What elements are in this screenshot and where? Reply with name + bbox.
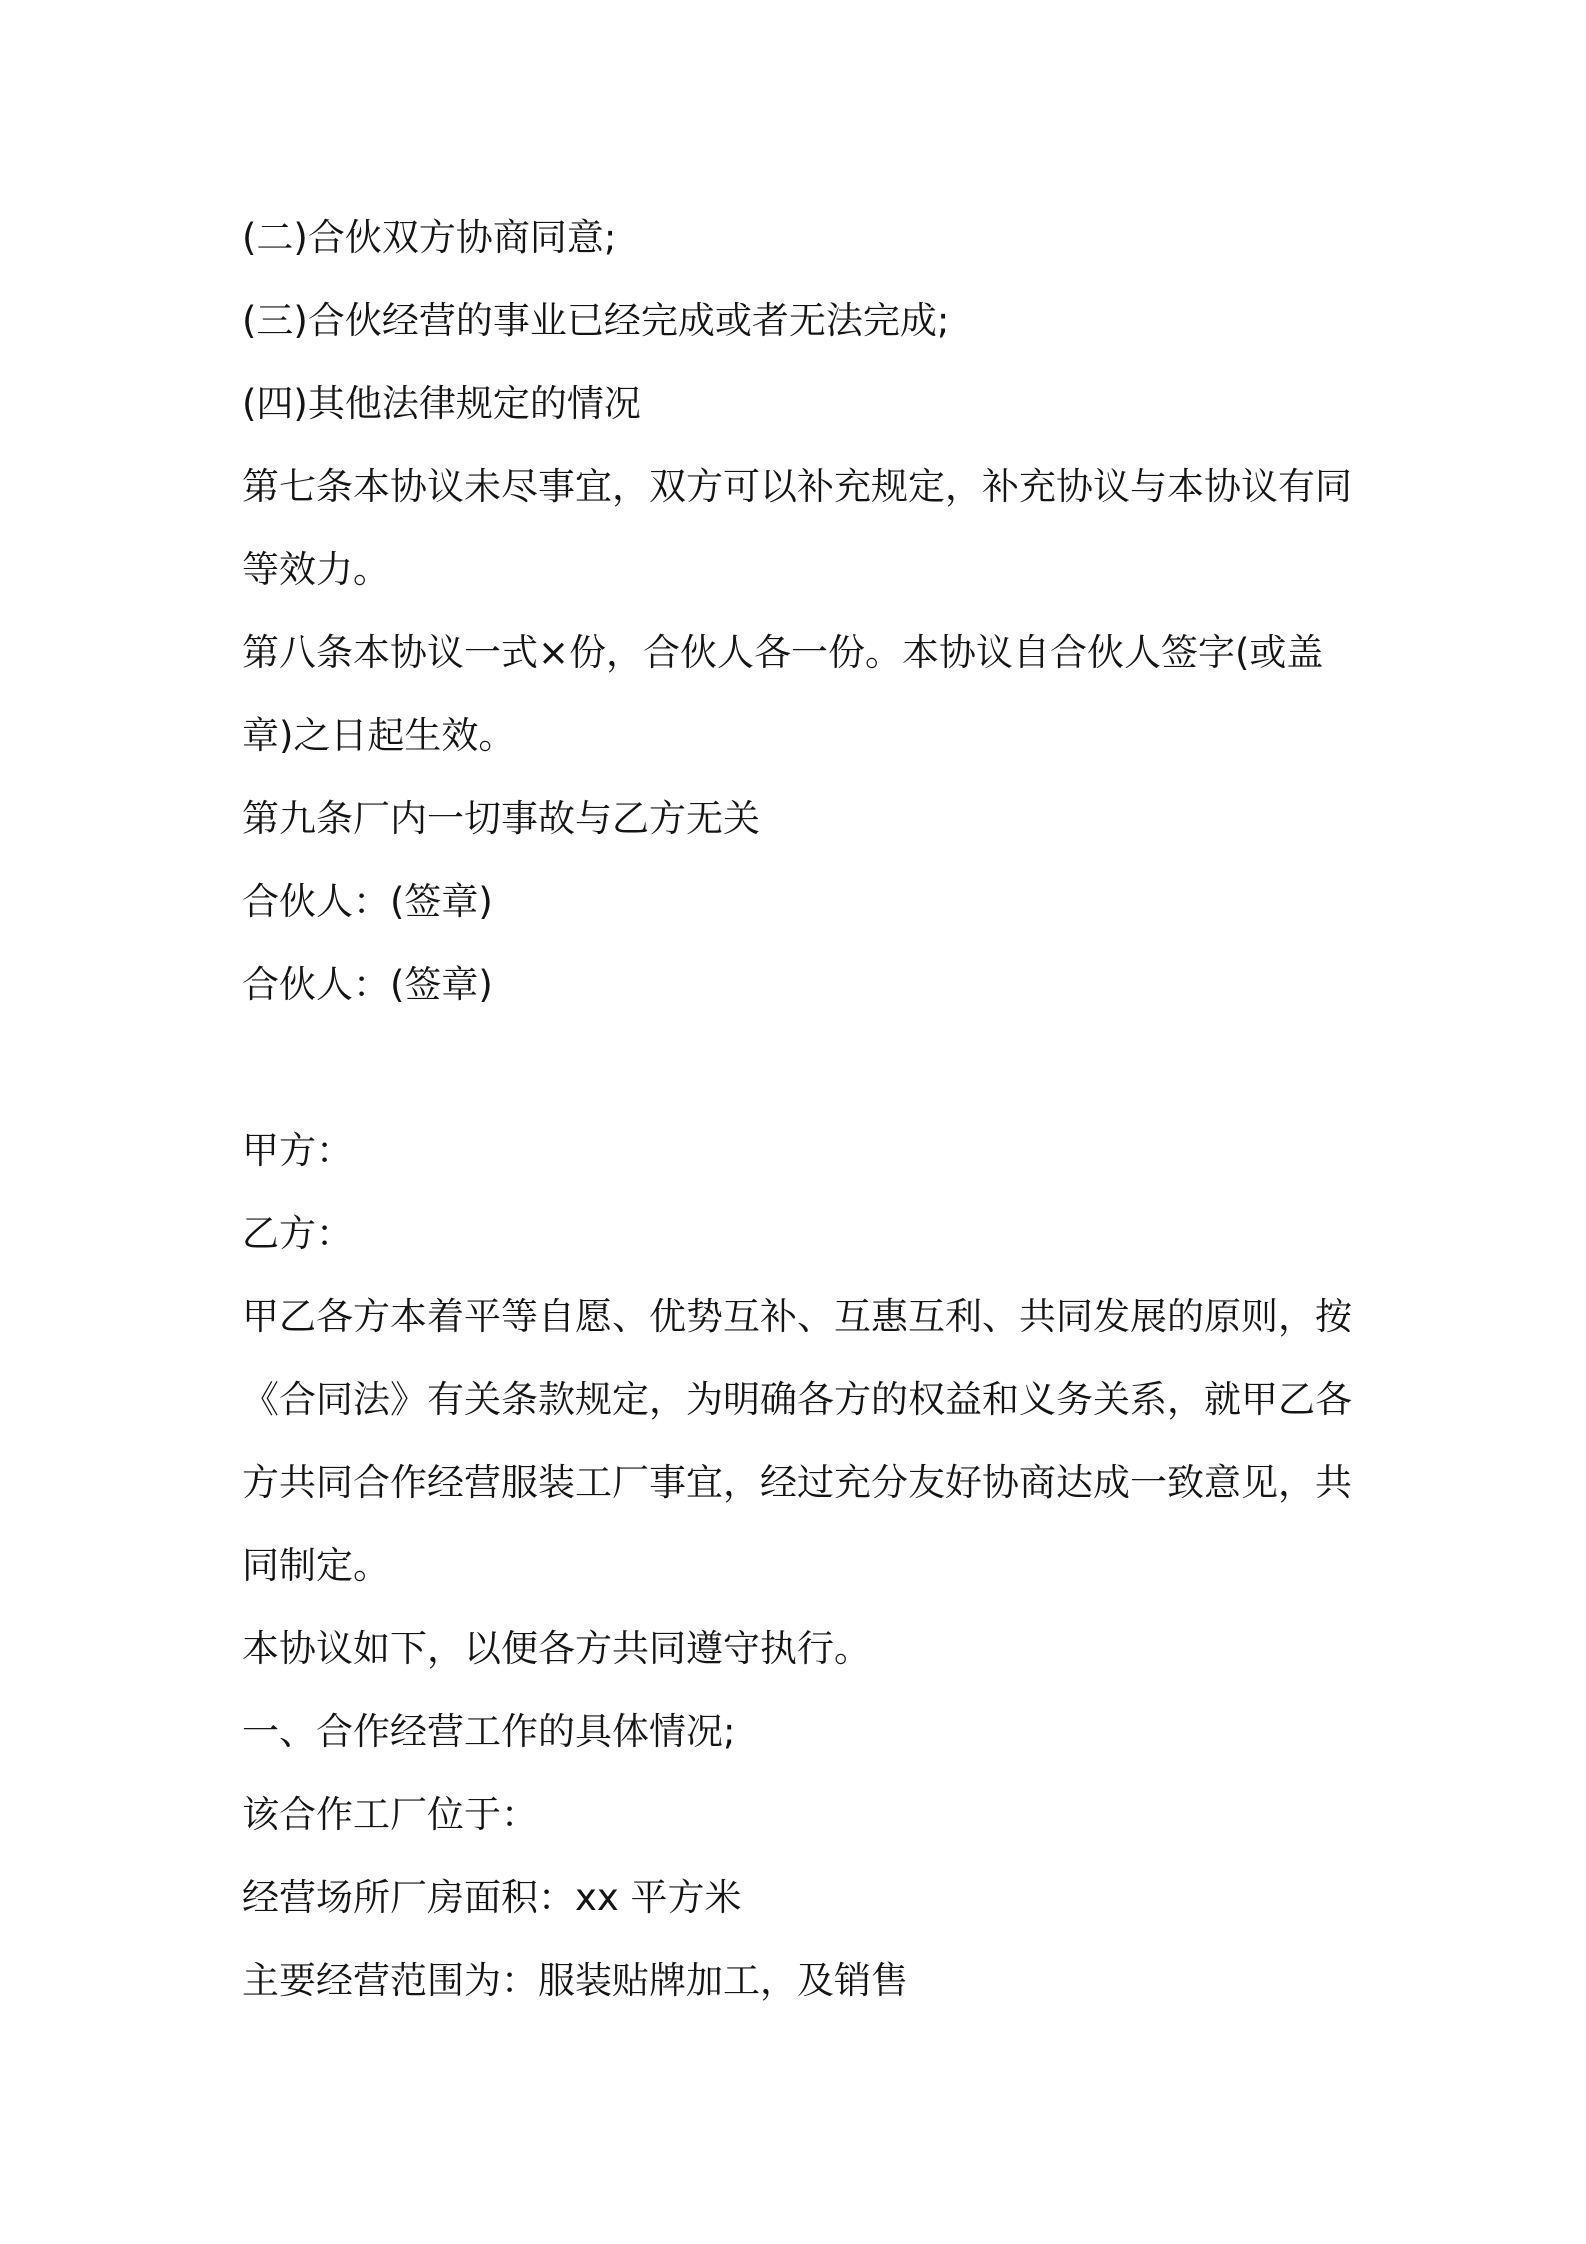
section-gap [242, 1026, 1362, 1109]
section-1-heading: 一、合作经营工作的具体情况; [242, 1710, 736, 1753]
article-8: 第八条本协议一式×份，合伙人各一份。本协议自合伙人签字(或盖章)之日起生效。 [242, 631, 1324, 757]
factory-location: 该合作工厂位于： [242, 1793, 538, 1836]
partner-signature-1: 合伙人：(签章) [242, 880, 493, 923]
document-body [242, 196, 1362, 2022]
partner-signature-2: 合伙人：(签章) [242, 963, 493, 1006]
preamble-paragraph: 甲乙各方本着平等自愿、优势互补、互惠互利、共同发展的原则，按《合同法》有关条款规定，为明确各方的权益和义务关系，就甲乙各方共同合作经营服装工厂事宜，经过充分友好协商达成一致意见，共同制定。 [242, 1295, 1352, 1587]
agreement-intro: 本协议如下，以便各方共同遵守执行。 [242, 1627, 871, 1670]
party-a-label: 甲方： [242, 1129, 353, 1172]
clause-2-consent: (二)合伙双方协商同意; [242, 216, 617, 259]
party-b-label: 乙方： [242, 1212, 353, 1255]
business-scope: 主要经营范围为：服装贴牌加工，及销售 [242, 1959, 908, 2002]
article-7: 第七条本协议未尽事宜，双方可以补充规定，补充协议与本协议有同等效力。 [242, 465, 1352, 591]
clause-3-completion: (三)合伙经营的事业已经完成或者无法完成; [242, 299, 950, 342]
article-9: 第九条厂内一切事故与乙方无关 [242, 797, 760, 840]
clause-4-other: (四)其他法律规定的情况 [242, 382, 641, 425]
factory-area: 经营场所厂房面积：xx 平方米 [242, 1876, 742, 1919]
